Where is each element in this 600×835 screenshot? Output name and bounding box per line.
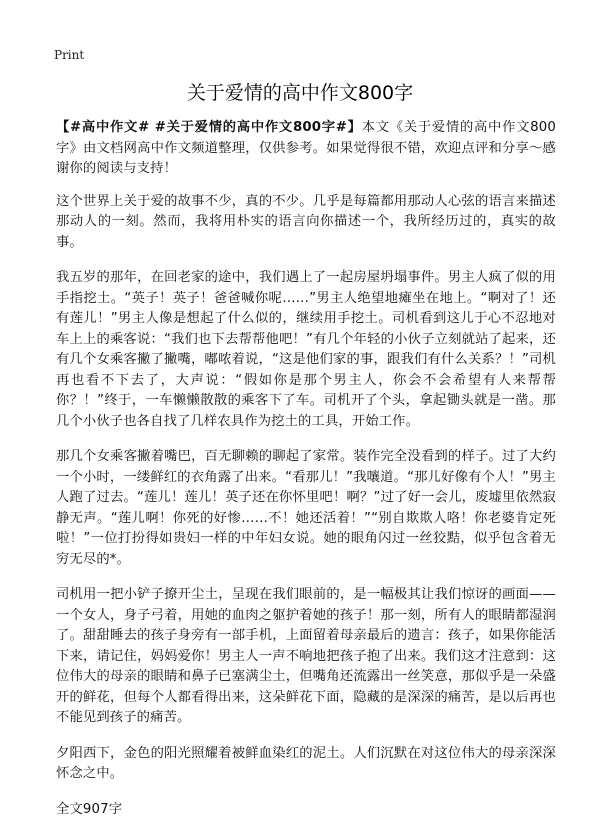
intro-paragraph	[56, 118, 556, 180]
intro-tags: 【#高中作文# #关于爱情的高中作文800字#】	[56, 120, 362, 135]
print-label: Print	[54, 48, 85, 62]
document-title: 关于爱情的高中作文800字	[186, 82, 414, 104]
document-body	[56, 118, 556, 835]
intro-text: 本文《关于爱情的高中作文800字》由文档网高中作文频道整理，仅供参考。如果觉得很不错，欢迎点评和分享～感谢你的阅读与支持！	[56, 120, 556, 176]
word-count: 全文907字	[56, 801, 123, 817]
paragraph-1: 这个世界上关于爱的故事不少，真的不少。几乎是每篇都用那动人心弦的语言来描述那动人的一刻。然而，我将用朴实的语言向你描述一个，我所经历过的，真实的故事。	[56, 193, 556, 250]
paragraph-5: 夕阳西下，金色的阳光照耀着被鲜血染红的泥土。人们沉默在对这位伟大的母亲深深怀念之中。	[56, 745, 556, 781]
paragraph-2: 我五岁的那年，在回老家的途中，我们遇上了一起房屋坍塌事件。男主人疯了似的用手指挖土。“英子！英子！爸爸喊你呢……”男主人绝望地瘫坐在地上。“啊对了！还有莲儿！”男主人像是想起了什么似的，继续用手挖土。司机看到这儿于心不忍地对车上上的乘客说：“我们也下去帮帮他吧！”有几个年轻的小伙子立刻就站了起来，还有几个女乘客撇了撇嘴，嘟哝着说，“这是他们家的事，跟我们有什么关系？！”司机再也看不下去了，大声说：“假如你是那个男主人，你会不会希望有人来帮帮你？！”终于，一车懒懒散散的乘客下了车。司机开了个头，拿起锄头就是一凿。那几个小伙子也各自找了几样农具作为挖土的工具，开始工作。	[56, 270, 556, 429]
paragraph-4: 司机用一把小铲子撩开尘土，呈现在我们眼前的，是一幅极其让我们惊讶的画面——一个女人，身子弓着，用她的血肉之躯护着她的孩子！那一刻，所有人的眼睛都湿润了。甜甜睡去的孩子身旁有一部手机，上面留着母亲最后的遗言：孩子，如果你能活下来，请记住，妈妈爱你！男主人一声不响地把孩子抱了出来。我们这才注意到：这位伟大的母亲的眼睛和鼻子已塞满尘土，但嘴角还流露出一丝笑意，那似乎是一朵盛开的鲜花，但每个人都看得出来，这朵鲜花下面，隐藏的是深深的痛苦，是以后再也不能见到孩子的痛苦。	[56, 587, 556, 725]
paragraph-3: 那几个女乘客撇着嘴巴，百无聊赖的聊起了家常。装作完全没看到的样子。过了大约一个小时，一缕鲜红的衣角露了出来。“看那儿！”我嚷道。“那儿好像有个人！”男主人跑了过去。“莲儿！莲儿！英子还在你怀里吧！啊？”过了好一会儿，废墟里依然寂静无声。“莲儿啊！你死的好惨……不！她还活着！”“别自欺欺人咯！你老婆肯定死啦！”一位打扮得如贵妇一样的中年妇女说。她的眼角闪过一丝狡黠，似乎包含着无穷无尽的*。	[56, 449, 556, 567]
